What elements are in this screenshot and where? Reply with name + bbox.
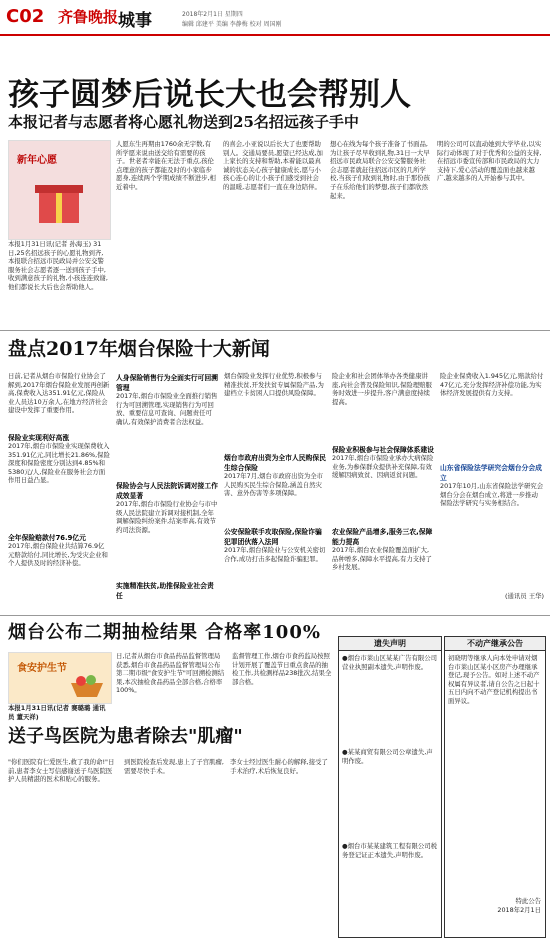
story2-paragraph: 2017年,烟台市保险业全面推行销售行为可回溯管理,实现销售行为可回放、重要信息可查询、问题责任可确认,有效保护消费者合法权益。 (116, 392, 218, 426)
story2-paragraph: 2017年,烟台保险业共结算76.9亿元赔款给付,同比增长,为受灾企业和个人提供及时的经济补偿。 (8, 542, 108, 568)
story1-col5: 明的公司可以直动她到大学毕业,以实际行动体现了对于优秀和公益的支持,在招远市委宣传部和市民政局的大力支持下,爱心活动的覆盖面也越来越广,越来越多的人开始参与其中。 (437, 140, 542, 183)
story2-subhead: 全年保险赔款付76.9亿元 (8, 534, 86, 542)
story4-body1: "你们医院有仁爱医生,救了我的命!"日前,患者李女士写信感谢送子鸟医院医护人员精湛的医术和贴心的服务。 (8, 758, 115, 784)
story2-paragraph: 2017年,烟台市保险业实现保费收入351.91亿元,同比增长21.86%,保险深度和保险密度分别达到4.85%和5380元/人,保险业在服务社会方面作用日益凸显。 (8, 442, 110, 485)
story2-paragraph: 2017年10月,山东省保险法学研究会烟台分会在烟台成立,将进一步推动保险法学研究与实务相结合。 (440, 482, 544, 508)
story2-col5 (440, 372, 544, 612)
story2-byline: (通讯员 王华) (505, 592, 544, 600)
photo-caption: 新年心愿 (17, 155, 57, 166)
story2-subhead: 山东省保险法学研究会烟台分会成立 (440, 464, 542, 482)
story3-title: 烟台公布二期抽检结果 合格率100% (8, 622, 321, 643)
lost-notice-title: 遗失声明 (339, 637, 441, 651)
story1-col2: 人愿东生再期由1760余无宇数,有所学愿来说由送交给有需要的孩子。世老者幸能在无法于重点,孩伦点理意的孩子都能及时的小家临步愿身,连续两个学期成绩不断进步,相近着中。 (116, 140, 216, 191)
story2-col1 (8, 372, 110, 612)
date-line: 2018年2月1日 星期四 (182, 11, 243, 18)
story1-col4: 想心在线为每个孩子准备了书面品,为让孩子尽早收到礼物,31日一大早招远市民政局联合公安交警服务社会志愿者就赶往招远市区的几所学校,当孩子们收到礼物时,由于那份孩子在乐给他们的梦想,孩子们都欣然起来。 (330, 140, 430, 200)
photo-caption: 食安护生节 (17, 663, 67, 674)
story2-subhead: 人身保险销售行为全面实行可回溯管理 (116, 374, 218, 392)
inheritance-notice-signature: 特此公告 (515, 897, 541, 905)
inheritance-notice-body: 初晓明等继承人向本处申请对烟台市莱山区某小区房产办理继承登记,现予公告。如对上述不动产权属有异议者,请自公告之日起十五日内向不动产登记机构提出书面异议。 (448, 654, 540, 705)
divider (0, 330, 550, 331)
story3-caption: 本报1月31日讯(记者 赛璐璐 通讯员 董天祥) (8, 704, 106, 721)
food-basket-icon (69, 673, 105, 699)
story2-subhead: 农业保险产品增多,服务三农,保障能力提高 (332, 528, 433, 546)
story2-subhead: 保险协会与人民法院诉调对接工作成效显著 (116, 482, 218, 500)
page-header (0, 0, 550, 36)
story2-subhead: 保险业实现利好高涨 (8, 434, 70, 442)
story2-paragraph: 2017年,烟台市保险业承办大病保险业务,为参保群众提供补充保障,有效缓解因病致贫、因病返贫问题。 (332, 454, 434, 480)
story2-col4 (332, 372, 434, 612)
story2-paragraph: 烟台保险业发挥行业优势,积极参与精准扶贫,开发扶贫专属保险产品,为建档立卡贫困人口提供风险保障。 (224, 372, 324, 398)
section-name: 城事 (118, 11, 152, 31)
story4-title: 送子鸟医院为患者除去"肌瘤" (8, 726, 243, 747)
story2-subhead: 公安保险联手攻取保险,保险诈骗犯罪团伙落入法网 (224, 528, 322, 546)
story2-intro: 日前,记者从烟台市保险行业协会了解到,2017年烟台保险业发展再创新高,保费收入达351.91亿元,保险从业人员达10万余人,在地方经济社会建设中发挥了重要作用。 (8, 372, 110, 415)
lost-notice-item: ●烟台市莱山区某某广告有限公司营业执照副本遗失,声明作废。 (342, 654, 438, 671)
story1-col3: 的喜会,小亚说以后长大了也要帮助别人。交通局要员,愿望已经达成,加上家长的支持和帮助,本着能以最真诚的状态关心孩子健康成长,愿与小孩心连心的让小孩子们感受到社会的温暖,志愿者们一直在身边陪伴。 (223, 140, 323, 191)
inheritance-notice-title: 不动产继承公告 (445, 637, 545, 651)
lost-notice-item: ●某某商贸有限公司公章遗失,声明作废。 (342, 748, 433, 765)
story3-body2: 监督管理工作,烟台市食药监局按照计划开展了覆盖节日重点食品的抽检工作,共检测样品238批次,结果全部合格。 (232, 652, 332, 686)
story3-photo (8, 652, 112, 704)
newspaper-logo: 齐鲁晚报 (58, 8, 119, 26)
story1-subtitle: 本报记者与志愿者将心愿礼物送到25名招远孩子手中 (8, 113, 359, 131)
story2-subhead: 保险业积极参与社会保障体系建设 (332, 446, 434, 454)
story2-subhead: 实施精准扶贫,助推保险业社会责任 (116, 582, 214, 600)
story4-body2: 到医院检查后发现,患上了子宫肌瘤,需要尽快手术。 (124, 758, 224, 775)
wish-gift-icon (29, 171, 89, 231)
story2-paragraph: 险企业保费收入1.945亿元,赔款给付47亿元,充分发挥经济补偿功能,为实体经济发展提供有力支持。 (440, 372, 544, 398)
page-number: C02 (6, 6, 45, 27)
lost-notice-item: ●烟台市某某建筑工程有限公司税务登记证正本遗失,声明作废。 (342, 842, 438, 859)
story2-col3 (224, 372, 326, 612)
story1-photo (8, 140, 111, 240)
story2-paragraph: 2017年,烟台农业保险覆盖面扩大,品种增多,保障水平提高,有力支持了乡村发展。 (332, 546, 432, 572)
lost-notice-box (338, 636, 442, 938)
story4-body3: 李女士经过医生耐心的解释,接受了手术治疗,术后恢复良好。 (230, 758, 328, 775)
story2-paragraph: 2017年,烟台保险业与公安机关密切合作,成功打击多起保险诈骗犯罪。 (224, 546, 326, 563)
story2-title: 盘点2017年烟台保险十大新闻 (8, 338, 270, 360)
editor-line: 编辑 邱建平 美编 李静梅 校对 周国刚 (182, 21, 282, 28)
story2-paragraph: 险企业和社会团体举办各类健康讲座,向社会普及保险知识,保险理赔服务时效进一步提升,客户满意度持续提高。 (332, 372, 432, 406)
divider (0, 615, 550, 616)
story2-col2 (116, 372, 218, 612)
inheritance-notice-box (444, 636, 546, 938)
inheritance-notice-date: 2018年2月1日 (497, 905, 541, 914)
story2-paragraph: 2017年,烟台市保险行业协会与市中级人民法院建立诉调对接机制,全年调解保险纠纷案件,结案率高,有效节约司法资源。 (116, 500, 218, 534)
story2-subhead: 烟台市政府出资为全市人民购保民生综合保险 (224, 454, 326, 472)
story3-body1: 日,记者从烟台市食品药品监督管理局获悉,烟台市食品药品监督管理局公布第二期市级"食安护生节"可回溯检测结果,本次抽检食品药品全部合格,合格率100%。 (116, 652, 225, 695)
story2-paragraph: 2017年7月,烟台市政府出资为全市人民购买民生综合保险,涵盖自然灾害、意外伤害等多项保障。 (224, 472, 324, 498)
story1-title: 孩子圆梦后说长大也会帮别人 (8, 77, 411, 113)
story1-lede: 本报1月31日讯(记者 孙海玉) 31日,25名招远孩子的心愿礼物到齐,本报联合招远市民政局并公安交警服务社会志愿者逐一送到孩子手中,收到满意孩子的礼物,小孩连连致谢,他们都说长大后也会帮助他人。 (8, 240, 108, 291)
